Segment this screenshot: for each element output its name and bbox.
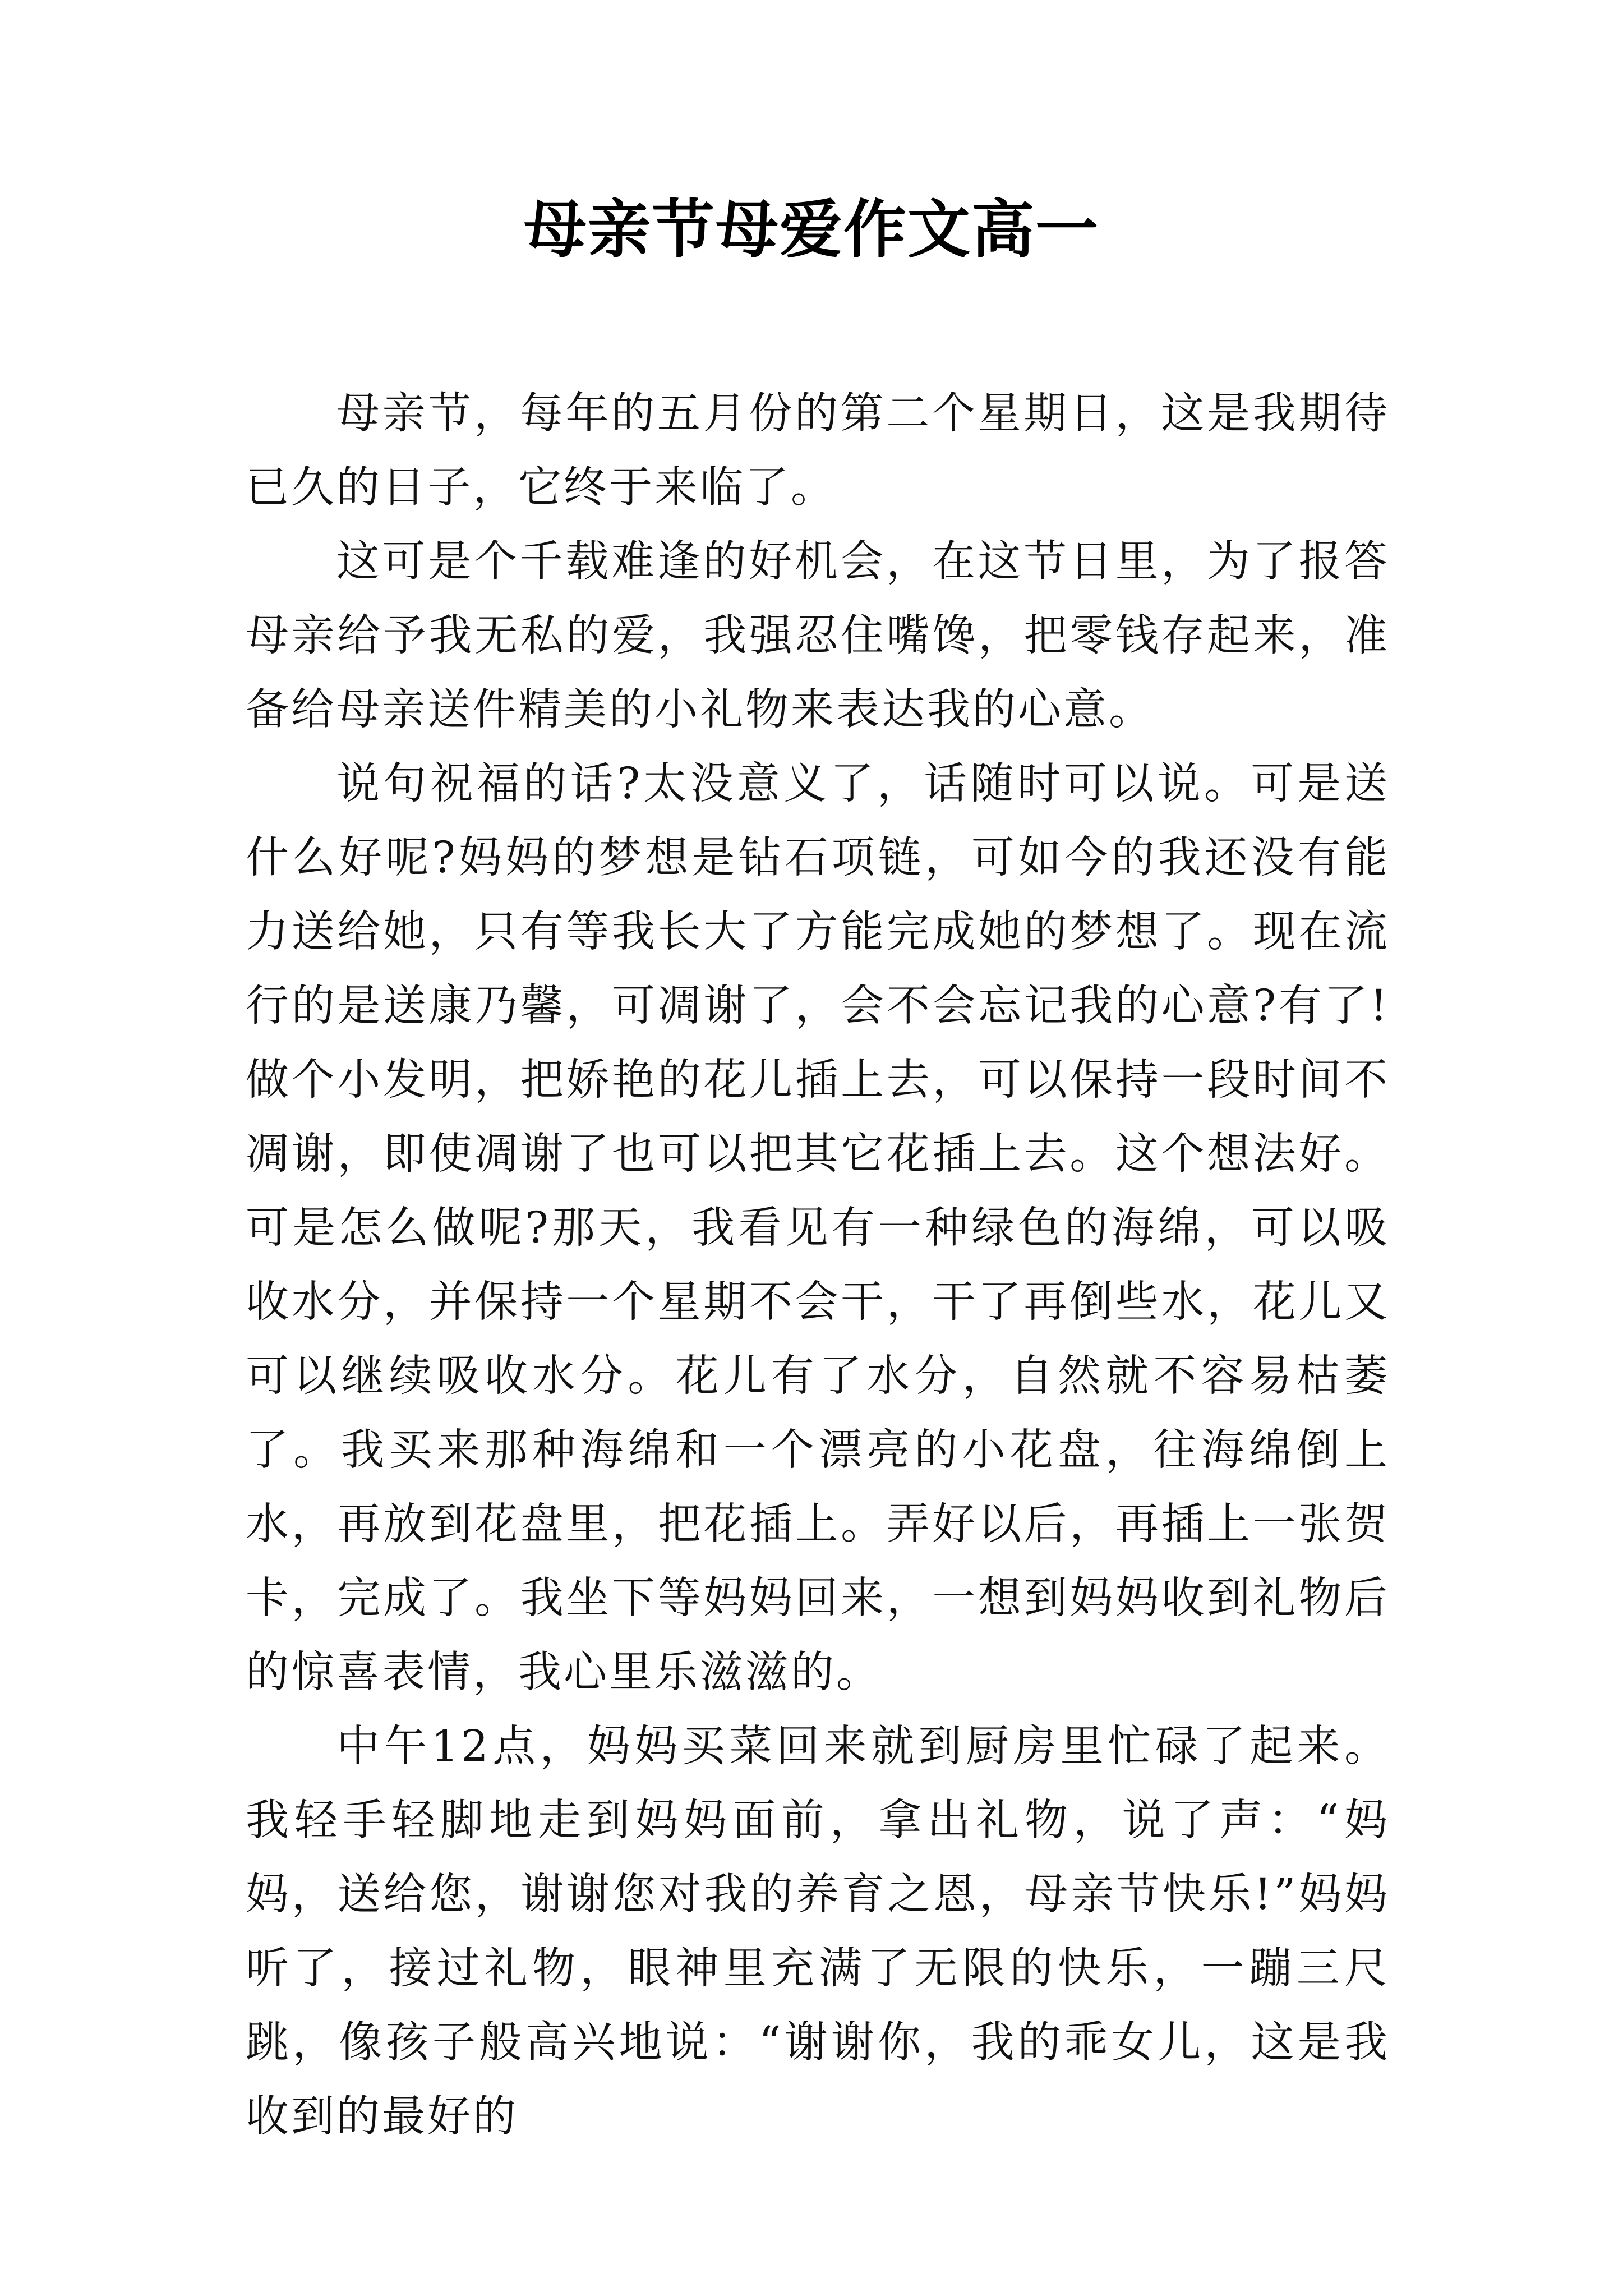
paragraph-3: 说句祝福的话?太没意义了，话随时可以说。可是送什么好呢?妈妈的梦想是钻石项链，可如今的我还没有能力送给她，只有等我长大了方能完成她的梦想了。现在流行的是送康乃馨，可凋谢了，会不会忘记我的心意?有了!做个小发明，把娇艳的花儿插上去，可以保持一段时间不凋谢，即使凋谢了也可以把其它花插上去。这个想法好。可是怎么做呢?那天，我看见有一种绿色的海绵，可以吸收水分，并保持一个星期不会干，干了再倒些水，花儿又可以继续吸收水分。花儿有了水分，自然就不容易枯萎了。我买来那种海绵和一个漂亮的小花盘，往海绵倒上水，再放到花盘里，把花插上。弄好以后，再插上一张贺卡，完成了。我坐下等妈妈回来，一想到妈妈收到礼物后的惊喜表情，我心里乐滋滋的。 xyxy=(246,759,1390,1697)
document-title: 母亲节母爱作文高一 xyxy=(524,193,1099,266)
paragraph-4: 中午12点，妈妈买菜回来就到厨房里忙碌了起来。我轻手轻脚地走到妈妈面前，拿出礼物，说了声：“妈妈，送给您，谢谢您对我的养育之恩，母亲节快乐!”妈妈听了，接过礼物，眼神里充满了无限的快乐，一蹦三尺跳，像孩子般高兴地说：“谢谢你，我的乖女儿，这是我收到的最好的 xyxy=(246,1722,1390,2142)
paragraph-1: 母亲节，每年的五月份的第二个星期日，这是我期待已久的日子，它终于来临了。 xyxy=(246,389,1390,513)
document-body xyxy=(246,377,1390,2154)
paragraph-2: 这可是个千载难逢的好机会，在这节日里，为了报答母亲给予我无私的爱，我强忍住嘴馋，把零钱存起来，准备给母亲送件精美的小礼物来表达我的心意。 xyxy=(246,537,1390,735)
